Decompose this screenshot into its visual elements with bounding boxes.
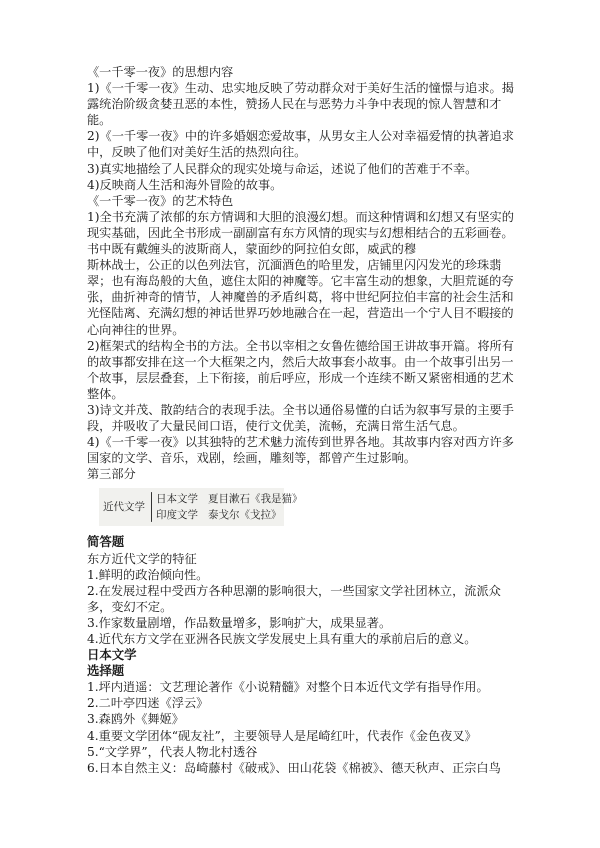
list-item: 1.坪内逍遥：文艺理论著作《小说精髓》对整个日本近代文学有指导作用。 bbox=[87, 680, 489, 695]
diagram-row bbox=[156, 508, 313, 522]
diagram-rows bbox=[156, 492, 313, 522]
text-block-eastern-modern-literature bbox=[87, 551, 518, 648]
paragraph: 2)框架式的结构全书的方法。全书以宰相之女鲁佐德给国王讲故事开篇。将所有的故事都安排在这一个大框架之内，然后大故事套小故事。由一个故事引出另一个故事，层层叠套，上下衔接，前后呼应，形成一个连续不断又紧密相通的艺术整体。 bbox=[87, 338, 514, 401]
paragraph: 3)诗文并茂、散韵结合的表现手法。全书以通俗易懂的白话为叙事写景的主要手段，并吸收了大量民间口语，使行文优美，流畅，充满日常生活气息。 bbox=[87, 402, 514, 434]
paragraph: 1)《一千零一夜》生动、忠实地反映了劳动群众对于美好生活的憧憬与追求。揭露统治阶级贪婪丑恶的本性，赞扬人民在与恶势力斗争中表现的惊人智慧和才能。 bbox=[87, 81, 514, 128]
section-heading-multiple-choice: 选择题 bbox=[87, 663, 125, 679]
section-heading-japanese-literature: 日本文学 bbox=[87, 647, 137, 663]
paragraph: 1)全书充满了浓郁的东方情调和大胆的浪漫幻想。而这种情调和幻想又有坚实的现实基础，因此全书形成一副副富有东方风情的现实与幻想相结合的五彩画卷。书中既有戴缠头的波斯商人，蒙面纱的阿拉伯女郎，威武的穆 bbox=[87, 209, 514, 257]
paragraph: 2)《一千零一夜》中的许多婚姻恋爱故事，从男女主人公对幸福爱情的执著追求中，反映了他们对美好生活的热烈向往。 bbox=[87, 129, 514, 160]
paragraph: 3.作家数量剧增，作品数量增多，影响扩大，成果显著。 bbox=[87, 615, 392, 630]
heading-art-features: 《一千零一夜》的艺术特色 bbox=[87, 193, 234, 208]
diagram-category: 印度文学 bbox=[156, 509, 198, 522]
paragraph: 3)真实地描绘了人民群众的现实处境与命运，述说了他们的苦难于不幸。 bbox=[87, 161, 478, 176]
diagram-work: 泰戈尔《戈拉》 bbox=[208, 509, 282, 522]
paragraph: 斯林战士，公正的以色列法官，沉湎酒色的哈里发，店铺里闪闪发光的珍珠翡翠；也有海岛般的大鱼，遮住太阳的神魔等。它丰富生动的想象，大胆荒诞的夸张，曲折神奇的情节，人神魔兽的矛盾纠葛，将中世纪阿拉伯丰富的社会生活和光怪陆离、充满幻想的神话世界巧妙地融合在一起，营造出一个宁人目不暇接的心向神往的世界。 bbox=[87, 258, 514, 337]
list-item: 5.“文学界”，代表人物北村透谷 bbox=[87, 744, 258, 759]
brace-bracket bbox=[151, 492, 152, 522]
list-item: 2.二叶亭四迷《浮云》 bbox=[87, 696, 209, 711]
list-item: 4.重要文学团体“砚友社”，主要领导人是尾崎红叶，代表作《金色夜叉》 bbox=[87, 728, 477, 743]
text-block-one-thousand-nights bbox=[87, 64, 518, 482]
heading-thought-content: 《一千零一夜》的思想内容 bbox=[87, 65, 234, 79]
diagram-work: 夏目漱石《我是猫》 bbox=[208, 493, 303, 506]
diagram-row bbox=[156, 492, 313, 506]
text-block-japanese-literature bbox=[87, 679, 518, 776]
section-heading-short-answer: 简答题 bbox=[87, 534, 125, 550]
paragraph: 4)反映商人生活和海外冒险的故事。 bbox=[87, 177, 283, 192]
paragraph: 1.鲜明的政治倾向性。 bbox=[87, 567, 209, 582]
heading-part-three: 第三部分 bbox=[87, 467, 136, 482]
paragraph: 4.近代东方文学在亚洲各民族文学发展史上具有重大的承前启后的意义。 bbox=[87, 632, 477, 646]
diagram-category: 日本文学 bbox=[156, 493, 198, 506]
diagram-root-label: 近代文学 bbox=[103, 501, 145, 514]
modern-literature-diagram bbox=[99, 488, 303, 526]
list-item: 6.日本自然主义：岛崎藤村《破戒》、田山花袋《棉被》、德天秋声、正宗白鸟 bbox=[87, 760, 501, 775]
list-item: 3.森鸥外《舞姬》 bbox=[87, 712, 184, 727]
paragraph: 4)《一千零一夜》以其独特的艺术魅力流传到世界各地。其故事内容对西方许多国家的文学、音乐，戏剧，绘画，雕刻等，都曾产生过影响。 bbox=[87, 435, 514, 466]
paragraph: 2.在发展过程中受西方各种思潮的影响很大，一些国家文学社团林立，流派众多，变幻不定。 bbox=[87, 583, 501, 614]
paragraph: 东方近代文学的特征 bbox=[87, 551, 197, 566]
